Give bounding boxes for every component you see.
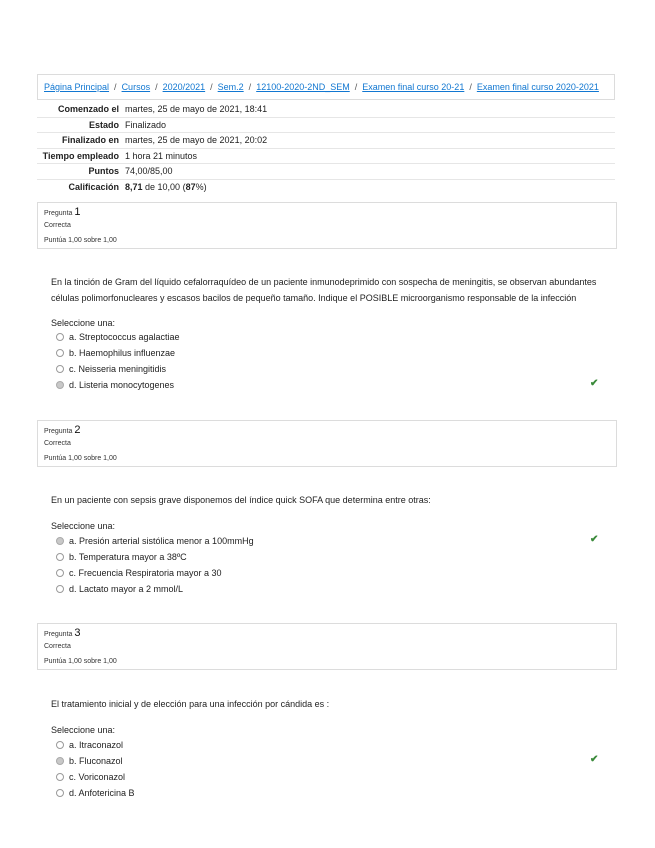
option-2d[interactable] (56, 584, 183, 594)
question-state: Correcta (44, 222, 71, 229)
summary-row-finished (37, 133, 615, 149)
check-icon: ✔ (590, 378, 599, 389)
radio-icon[interactable] (56, 349, 64, 357)
summary-label: Calificación (68, 182, 119, 193)
breadcrumb (37, 74, 615, 100)
option-1a[interactable] (56, 332, 180, 342)
summary-value: 74,00/85,00 (125, 166, 173, 177)
radio-icon[interactable] (56, 789, 64, 797)
question-number (44, 424, 610, 436)
option-2a[interactable] (56, 536, 254, 546)
question-number-value: 3 (74, 627, 81, 639)
question-grade: Puntúa 1,00 sobre 1,00 (44, 237, 117, 244)
option-3b[interactable] (56, 756, 123, 766)
grade-percent: 87 (185, 182, 196, 193)
option-1c[interactable] (56, 364, 166, 374)
summary-value: Finalizado (125, 119, 167, 130)
summary-label: Finalizado en (61, 135, 119, 146)
option-3d[interactable] (56, 788, 135, 798)
question-text-3: El tratamiento inicial y de elección para una infección por cándida es : (51, 699, 330, 709)
option-label: d. Anfotericina B (69, 788, 135, 798)
radio-selected-icon[interactable] (56, 757, 64, 765)
summary-value: martes, 25 de mayo de 2021, 20:02 (125, 135, 268, 146)
option-1b[interactable] (56, 348, 175, 358)
breadcrumb-separator: / (248, 82, 252, 92)
option-label: a. Itraconazol (69, 740, 124, 750)
summary-value: 1 hora 21 minutos (125, 150, 198, 161)
radio-icon[interactable] (56, 333, 64, 341)
radio-icon[interactable] (56, 773, 64, 781)
radio-icon[interactable] (56, 741, 64, 749)
check-icon: ✔ (590, 534, 599, 545)
breadcrumb-home[interactable]: Página Principal (44, 82, 110, 92)
option-label: c. Neisseria meningitidis (69, 364, 167, 374)
question-number-value: 1 (74, 206, 81, 218)
question-grade: Puntúa 1,00 sobre 1,00 (44, 455, 117, 462)
breadcrumb-year[interactable]: 2020/2021 (162, 82, 206, 92)
breadcrumb-separator: / (210, 82, 213, 92)
summary-row-time (37, 149, 615, 165)
summary-label: Estado (88, 119, 119, 130)
option-label: c. Voriconazol (69, 772, 126, 782)
radio-icon[interactable] (56, 365, 64, 373)
question-number (44, 627, 610, 639)
option-label: b. Fluconazol (69, 756, 123, 766)
summary-row-started (37, 102, 615, 118)
summary-label: Tiempo empleado (42, 150, 119, 161)
breadcrumb-course[interactable]: 12100-2020-2ND_SEM (256, 82, 350, 92)
question-number-value: 2 (74, 424, 81, 436)
question-prefix: Pregunta (44, 210, 73, 217)
option-label: c. Frecuencia Respiratoria mayor a 30 (69, 568, 222, 578)
summary-value-grade (125, 182, 207, 192)
question-state: Correcta (44, 440, 71, 447)
summary-row-state (37, 118, 615, 134)
question-info-2 (37, 420, 617, 467)
radio-icon[interactable] (56, 553, 64, 561)
attempt-summary (37, 102, 615, 195)
question-number (44, 206, 610, 218)
option-3a[interactable] (56, 740, 123, 750)
breadcrumb-semester[interactable]: Sem.2 (217, 82, 244, 92)
breadcrumb-separator: / (354, 82, 358, 92)
breadcrumb-separator: / (469, 82, 472, 92)
question-info-1 (37, 202, 617, 249)
summary-label: Comenzado el (57, 104, 119, 115)
grade-score: 8,71 (125, 182, 143, 193)
question-prefix: Pregunta (44, 428, 73, 435)
breadcrumb-section[interactable]: Examen final curso 20-21 (362, 82, 465, 92)
breadcrumb-quiz[interactable]: Examen final curso 2020-2021 (476, 82, 599, 92)
breadcrumb-separator: / (114, 82, 117, 92)
radio-selected-icon[interactable] (56, 537, 64, 545)
grade-out-of: de 10,00 ( (142, 182, 186, 193)
breadcrumb-separator: / (155, 82, 158, 92)
question-grade: Puntúa 1,00 sobre 1,00 (44, 658, 117, 665)
summary-row-grade (37, 180, 615, 196)
check-icon: ✔ (590, 754, 599, 765)
summary-label: Puntos (88, 166, 119, 177)
radio-icon[interactable] (56, 569, 64, 577)
question-prompt-1: Seleccione una: (51, 318, 116, 328)
radio-icon[interactable] (56, 585, 64, 593)
question-state: Correcta (44, 643, 71, 650)
option-3c[interactable] (56, 772, 125, 782)
option-label: b. Temperatura mayor a 38ºC (69, 552, 187, 562)
question-text-2: En un paciente con sepsis grave disponemos del índice quick SOFA que determina entre otras: (51, 495, 431, 505)
option-2b[interactable] (56, 552, 187, 562)
option-1d[interactable] (56, 380, 174, 390)
radio-selected-icon[interactable] (56, 381, 64, 389)
question-prompt-2: Seleccione una: (51, 521, 116, 531)
option-label: a. Presión arterial sistólica menor a 100mmHg (69, 536, 254, 546)
breadcrumb-courses[interactable]: Cursos (121, 82, 151, 92)
grade-end: %) (195, 182, 207, 193)
question-prompt-3: Seleccione una: (51, 725, 116, 735)
option-label: a. Streptococcus agalactiae (69, 332, 180, 342)
question-prefix: Pregunta (44, 631, 73, 638)
summary-row-points (37, 164, 615, 180)
option-label: d. Lactato mayor a 2 mmol/L (69, 584, 184, 594)
option-label: b. Haemophilus influenzae (69, 348, 176, 358)
summary-value: martes, 25 de mayo de 2021, 18:41 (125, 104, 268, 115)
option-2c[interactable] (56, 568, 222, 578)
option-label: d. Listeria monocytogenes (69, 380, 175, 390)
question-text-1: En la tinción de Gram del líquido cefalorraquídeo de un paciente inmunodeprimido con sospecha de meningitis, se observan abundantes células polimorfonucleares y escasos bacilos de pequeño tamaño. Indique el POSIBLE microorganismo responsable de la infección (51, 277, 597, 303)
question-info-3 (37, 623, 617, 670)
